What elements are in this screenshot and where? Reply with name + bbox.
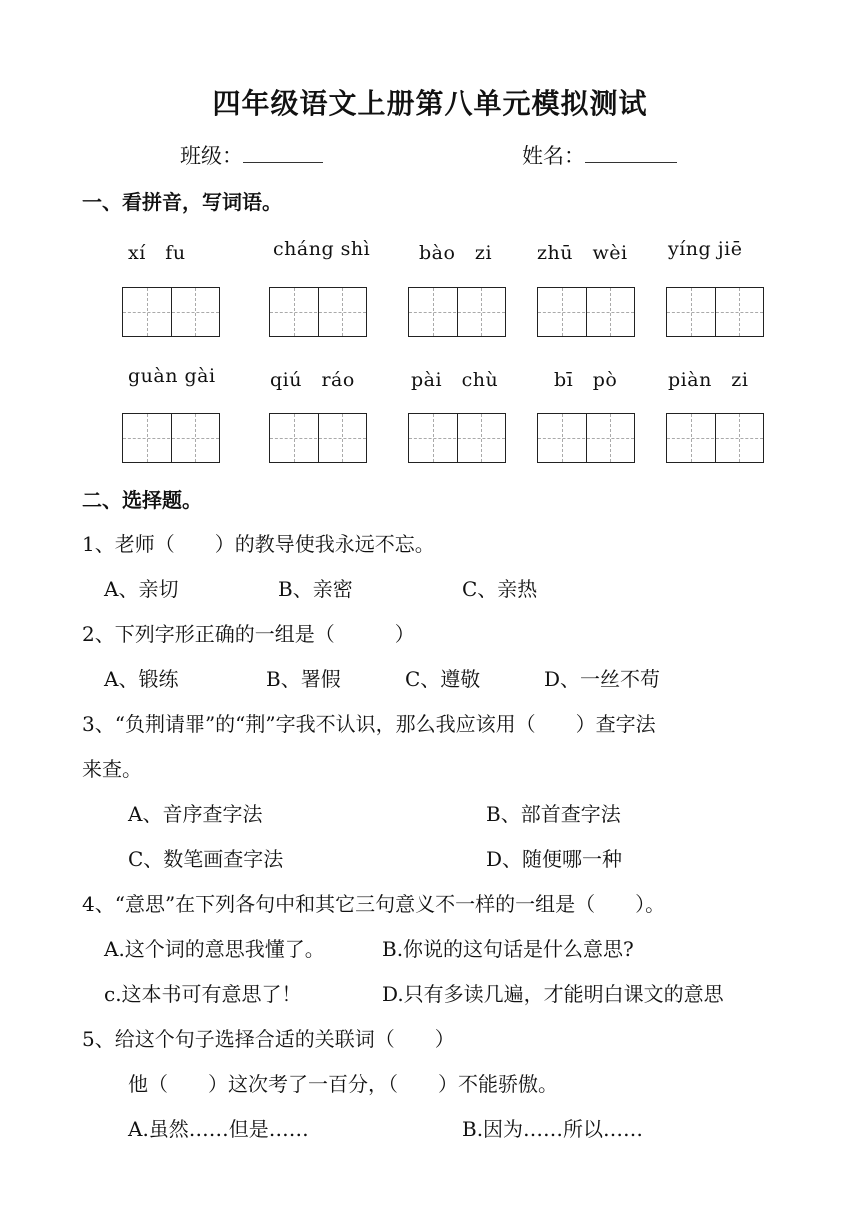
question-3: 3、“负荆请罪”的“荆”字我不认识，那么我应该用（ ）查字法 bbox=[82, 712, 656, 736]
writing-grid[interactable] bbox=[537, 287, 635, 337]
pinyin-label: qiú ráo bbox=[270, 369, 355, 391]
question-3-cont: 来查。 bbox=[82, 757, 142, 781]
writing-grid[interactable] bbox=[666, 413, 764, 463]
pinyin-label: bī pò bbox=[554, 369, 618, 391]
option-b: B、署假 bbox=[266, 667, 341, 691]
pinyin-label: yíng jiē bbox=[668, 238, 743, 260]
class-blank[interactable] bbox=[243, 140, 323, 163]
option-b: B、亲密 bbox=[278, 577, 353, 601]
writing-grid[interactable] bbox=[537, 413, 635, 463]
writing-grid[interactable] bbox=[666, 287, 764, 337]
option-a: A、音序查字法 bbox=[128, 802, 263, 826]
writing-grid[interactable] bbox=[122, 287, 220, 337]
option-a: A、锻练 bbox=[104, 667, 179, 691]
writing-grid[interactable] bbox=[408, 287, 506, 337]
option-b: B.你说的这句话是什么意思? bbox=[382, 937, 634, 961]
name-blank[interactable] bbox=[585, 140, 677, 163]
option-d: D、随便哪一种 bbox=[486, 847, 623, 871]
writing-grid[interactable] bbox=[122, 413, 220, 463]
writing-grid[interactable] bbox=[269, 287, 367, 337]
option-c: c.这本书可有意思了！ bbox=[104, 982, 302, 1006]
question-5: 5、给这个句子选择合适的关联词（ ） bbox=[82, 1027, 455, 1051]
pinyin-label: zhū wèi bbox=[537, 242, 628, 264]
writing-grid[interactable] bbox=[408, 413, 506, 463]
option-d: D.只有多读几遍，才能明白课文的意思 bbox=[382, 982, 724, 1006]
pinyin-label: bào zi bbox=[419, 242, 493, 264]
question-4: 4、“意思”在下列各句中和其它三句意义不一样的一组是（ ）。 bbox=[82, 892, 666, 916]
option-a: A.虽然……但是…… bbox=[128, 1117, 309, 1141]
name-field bbox=[522, 140, 677, 170]
option-c: C、数笔画查字法 bbox=[128, 847, 284, 871]
option-c: C、遵敬 bbox=[405, 667, 481, 691]
class-label: 班级： bbox=[180, 144, 243, 168]
option-b: B、部首查字法 bbox=[486, 802, 621, 826]
name-label: 姓名： bbox=[522, 144, 585, 168]
option-a: A、亲切 bbox=[104, 577, 179, 601]
pinyin-label: xí fu bbox=[128, 242, 186, 264]
pinyin-label: cháng shì bbox=[273, 238, 371, 260]
question-5-sentence: 他（ ）这次考了一百分，（ ）不能骄傲。 bbox=[128, 1072, 558, 1096]
question-1: 1、老师（ ）的教导使我永远不忘。 bbox=[82, 532, 435, 556]
class-field bbox=[180, 140, 323, 170]
option-b: B.因为……所以…… bbox=[462, 1117, 644, 1141]
page-title: 四年级语文上册第八单元模拟测试 bbox=[212, 87, 648, 120]
option-a: A.这个词的意思我懂了。 bbox=[104, 937, 325, 961]
pinyin-label: guàn gài bbox=[128, 365, 216, 387]
section2-heading: 二、选择题。 bbox=[82, 488, 202, 512]
option-c: C、亲热 bbox=[462, 577, 538, 601]
section1-heading: 一、看拼音，写词语。 bbox=[82, 190, 282, 214]
pinyin-label: piàn zi bbox=[668, 369, 749, 391]
question-2: 2、下列字形正确的一组是（ ） bbox=[82, 622, 415, 646]
pinyin-label: pài chù bbox=[411, 369, 499, 391]
option-d: D、一丝不苟 bbox=[544, 667, 661, 691]
writing-grid[interactable] bbox=[269, 413, 367, 463]
